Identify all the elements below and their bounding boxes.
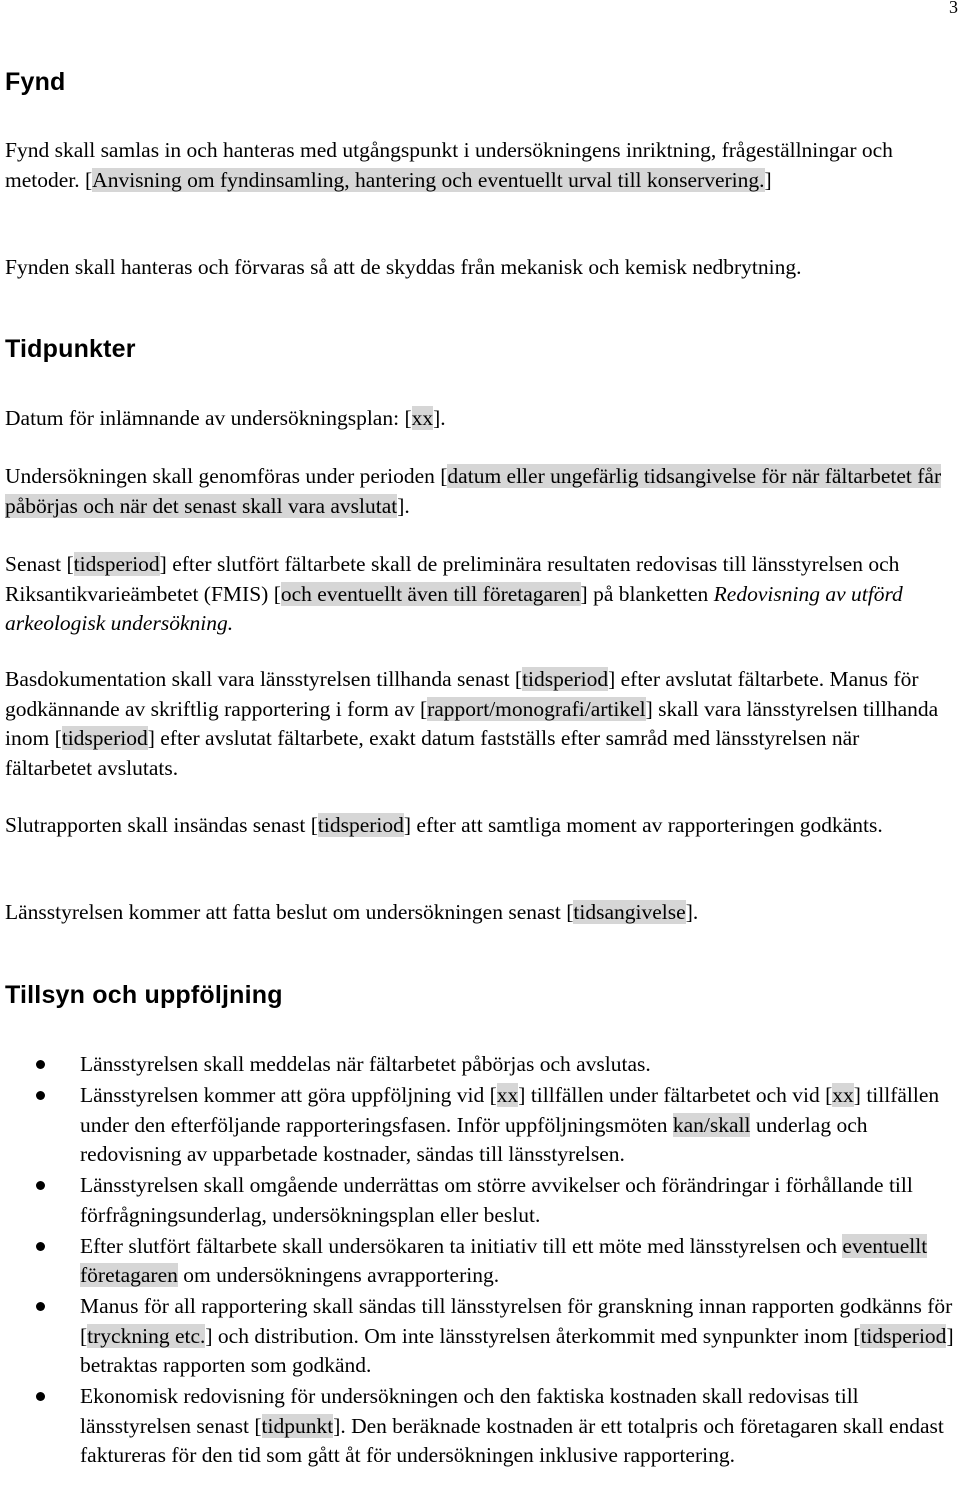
heading-tidpunkter: Tidpunkter (5, 335, 136, 363)
bullet-icon (36, 1091, 45, 1100)
bullet-icon (36, 1302, 45, 1311)
bullet-icon (36, 1242, 45, 1251)
placeholder-highlight: xx (496, 1083, 519, 1107)
list-item: Länsstyrelsen skall omgående underrättas om större avvikelser och förändringar i förhållande till förfrågningsunderlag, undersökningsplan eller beslut. (0, 1171, 958, 1230)
paragraph-tidpunkter-5: Slutrapporten skall insändas senast [tidsperiod] efter att samtliga moment av rapporteringen godkänts. (5, 813, 883, 837)
placeholder-highlight: Anvisning om fyndinsamling, hantering och eventuellt urval till konservering. (92, 167, 765, 192)
placeholder-highlight: rapport/monografi/artikel (427, 696, 646, 721)
placeholder-highlight: tidpunkt (261, 1413, 334, 1438)
list-item: Manus för all rapportering skall sändas till länsstyrelsen för granskning innan rapporten godkänns för [tryckning etc.] och distribution. Om inte länsstyrelsen återkommit med synpunkter inom [tidsperiod] betraktas rapporten som godkänd. (0, 1292, 958, 1381)
paragraph-fynd-1: Fynd skall samlas in och hanteras med utgångspunkt i undersökningens inriktning, frågeställningar och metoder. [Anvisning om fyndinsamling, hantering och eventuellt urval till konservering.] (5, 138, 893, 192)
placeholder-highlight: xx (411, 406, 434, 430)
list-item: Ekonomisk redovisning för undersökningen och den faktiska kostnaden skall redovisas till länsstyrelsen senast [tidpunkt]. Den beräknade kostnaden är ett totalpris och företagaren skall endast faktureras för den tid som gått åt för undersökningen inklusive rapportering. (0, 1382, 958, 1471)
placeholder-highlight: tidsperiod (522, 667, 609, 691)
heading-tillsyn: Tillsyn och uppföljning (5, 981, 283, 1009)
placeholder-highlight: tidsangivelse (573, 900, 686, 924)
bullet-icon (36, 1392, 45, 1401)
placeholder-highlight: tidsperiod (317, 813, 404, 837)
placeholder-highlight: datum eller ungefärlig tidsangivelse för när fältarbetet får påbörjas och när det senast skall vara avslutat (5, 464, 942, 518)
form-name-italic: Redovisning av utförd arkeologisk undersökning. (5, 581, 903, 635)
list-item: Länsstyrelsen skall meddelas när fältarbetet påbörjas och avslutas. (0, 1050, 958, 1080)
page-number: 3 (949, 0, 958, 17)
placeholder-highlight: kan/skall (672, 1112, 751, 1137)
bullet-list (0, 1050, 958, 1472)
placeholder-highlight: tryckning etc. (87, 1323, 206, 1348)
bullet-icon (36, 1181, 45, 1190)
placeholder-highlight: tidsperiod (860, 1323, 947, 1348)
paragraph-fynd-2: Fynden skall hanteras och förvaras så att de skyddas från mekanisk och kemisk nedbrytning. (5, 255, 802, 279)
paragraph-tidpunkter-1: Datum för inlämnande av undersökningsplan: [xx]. (5, 406, 446, 430)
list-item: Länsstyrelsen kommer att göra uppföljning vid [xx] tillfällen under fältarbetet och vid [xx] tillfällen under den efterföljande rapporteringsfasen. Inför uppföljningsmöten kan/skall underlag och redovisning av upparbetade kostnader, sändas till länsstyrelsen. (0, 1081, 958, 1170)
placeholder-highlight: och eventuellt även till företagaren (280, 581, 581, 606)
paragraph-tidpunkter-2: Undersökningen skall genomföras under perioden [datum eller ungefärlig tidsangivelse för när fältarbetet får påbörjas och när det senast skall vara avslutat]. (5, 464, 942, 518)
paragraph-tidpunkter-3: Senast [tidsperiod] efter slutfört fältarbete skall de preliminära resultaten redovisas till länsstyrelsen och Riksantikvarieämbetet (FMIS) [och eventuellt även till företagaren] på blanketten Redovisning av utförd arkeologisk undersökning. (5, 552, 903, 635)
heading-fynd: Fynd (5, 68, 66, 96)
placeholder-highlight: tidsperiod (61, 726, 148, 750)
paragraph-tidpunkter-6: Länsstyrelsen kommer att fatta beslut om undersökningen senast [tidsangivelse]. (5, 900, 699, 924)
paragraph-tidpunkter-4: Basdokumentation skall vara länsstyrelsen tillhanda senast [tidsperiod] efter avslutat fältarbete. Manus för godkännande av skriftlig rapportering i form av [rapport/monografi/artikel] skall vara länsstyrelsen tillhanda inom [tidsperiod] efter avslutat fältarbete, exakt datum fastställs efter samråd med länsstyrelsen när fältarbetet avslutats. (5, 667, 939, 780)
list-item: Efter slutfört fältarbete skall undersökaren ta initiativ till ett möte med länsstyrelsen och eventuellt företagaren om undersökningens avrapportering. (0, 1232, 958, 1291)
placeholder-highlight: eventuellt företagaren (80, 1233, 928, 1287)
placeholder-highlight: tidsperiod (73, 552, 160, 576)
bullet-icon (36, 1060, 45, 1069)
placeholder-highlight: xx (832, 1083, 854, 1107)
